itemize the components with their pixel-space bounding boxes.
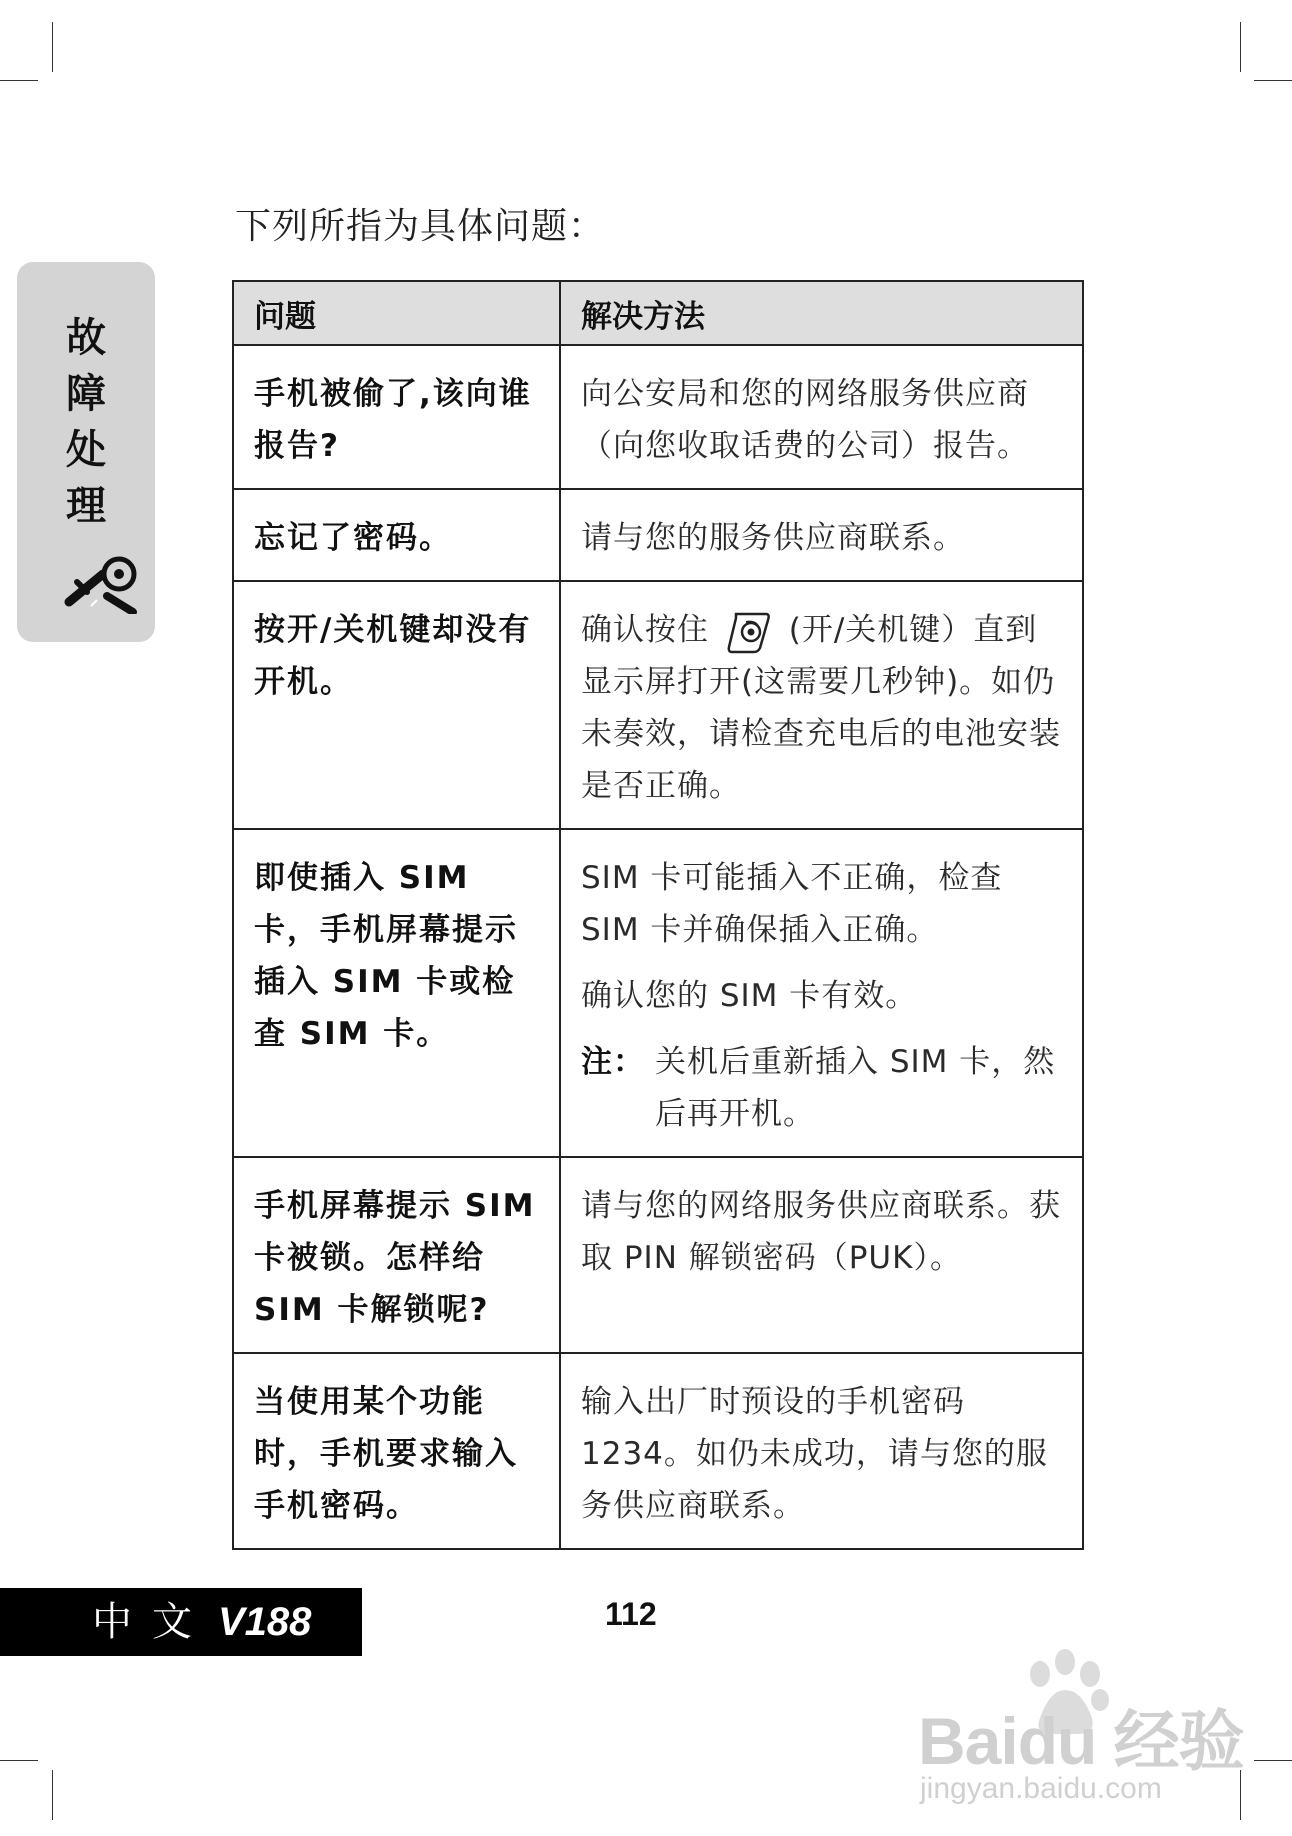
- solution-cell: [560, 1353, 1083, 1549]
- section-title: [17, 310, 155, 534]
- tools-icon: [63, 552, 147, 614]
- column-header-solution: 解决方法: [560, 281, 1083, 345]
- crop-mark: [1254, 1760, 1292, 1761]
- section-side-tab: [17, 262, 155, 642]
- solution-text: 请与您的服务供应商联系。: [581, 520, 965, 556]
- section-title-char: 处: [66, 426, 106, 473]
- table-row: [233, 581, 1083, 829]
- problem-cell: 手机屏幕提示 SIM 卡被锁。怎样给 SIM 卡解锁呢?: [233, 1157, 560, 1353]
- column-header-problem: 问题: [233, 281, 560, 345]
- troubleshooting-table: [232, 280, 1084, 1550]
- problem-cell: 当使用某个功能时，手机要求输入手机密码。: [233, 1353, 560, 1549]
- footer-model: V188: [218, 1600, 312, 1644]
- section-title-char: 故: [66, 314, 106, 361]
- watermark-main: Baidu 经验: [918, 1704, 1244, 1778]
- crop-mark: [52, 1770, 53, 1820]
- table-row: [233, 1353, 1083, 1549]
- solution-cell: [560, 1157, 1083, 1353]
- crop-mark: [1240, 22, 1241, 72]
- solution-text: 向公安局和您的网络服务供应商（向您收取话费的公司）报告。: [581, 376, 1029, 464]
- solution-text: SIM 卡可能插入不正确，检查 SIM 卡并确保插入正确。: [581, 860, 1003, 948]
- solution-text: 确认按住: [581, 612, 709, 648]
- problem-cell: 忘记了密码。: [233, 489, 560, 581]
- page-number: 112: [605, 1596, 657, 1632]
- section-title-char: 障: [66, 370, 106, 417]
- solution-cell: [560, 581, 1083, 829]
- table-header-row: [233, 281, 1083, 345]
- table-row: [233, 1157, 1083, 1353]
- table-row: [233, 345, 1083, 489]
- note-text: 关机后重新插入 SIM 卡，然后再开机。: [655, 1044, 1056, 1132]
- footer-language-label: [0, 1588, 362, 1656]
- problem-cell: 按开/关机键却没有开机。: [233, 581, 560, 829]
- solution-text: 输入出厂时预设的手机密码 1234。如仍未成功，请与您的服务供应商联系。: [581, 1384, 1048, 1524]
- solution-text: 请与您的网络服务供应商联系。获取 PIN 解锁密码（PUK）。: [581, 1188, 1061, 1276]
- note-label: 注：: [581, 1044, 645, 1080]
- note-block: [581, 1036, 1062, 1140]
- crop-mark: [1254, 80, 1292, 81]
- problem-cell: 即使插入 SIM 卡，手机屏幕提示插入 SIM 卡或检查 SIM 卡。: [233, 829, 560, 1157]
- section-title-char: 理: [66, 482, 106, 529]
- solution-cell: [560, 829, 1083, 1157]
- watermark-url: jingyan.baidu.com: [920, 1772, 1162, 1805]
- table-row: [233, 489, 1083, 581]
- solution-cell: [560, 489, 1083, 581]
- solution-cell: [560, 345, 1083, 489]
- intro-text: 下列所指为具体问题：: [235, 206, 606, 247]
- problem-cell: 手机被偷了,该向谁报告?: [233, 345, 560, 489]
- watermark: [910, 1640, 1250, 1810]
- solution-text: (开/关机键）直到显示屏打开(这需要几秒钟)。如仍未奏效，请检查充电后的电池安装是否正确。: [581, 612, 1061, 804]
- crop-mark: [0, 80, 38, 81]
- power-key-icon: [726, 610, 772, 654]
- crop-mark: [0, 1760, 38, 1761]
- footer-language: 中文: [92, 1599, 212, 1645]
- crop-mark: [52, 22, 53, 72]
- solution-text: 确认您的 SIM 卡有效。: [581, 978, 918, 1014]
- table-row: [233, 829, 1083, 1157]
